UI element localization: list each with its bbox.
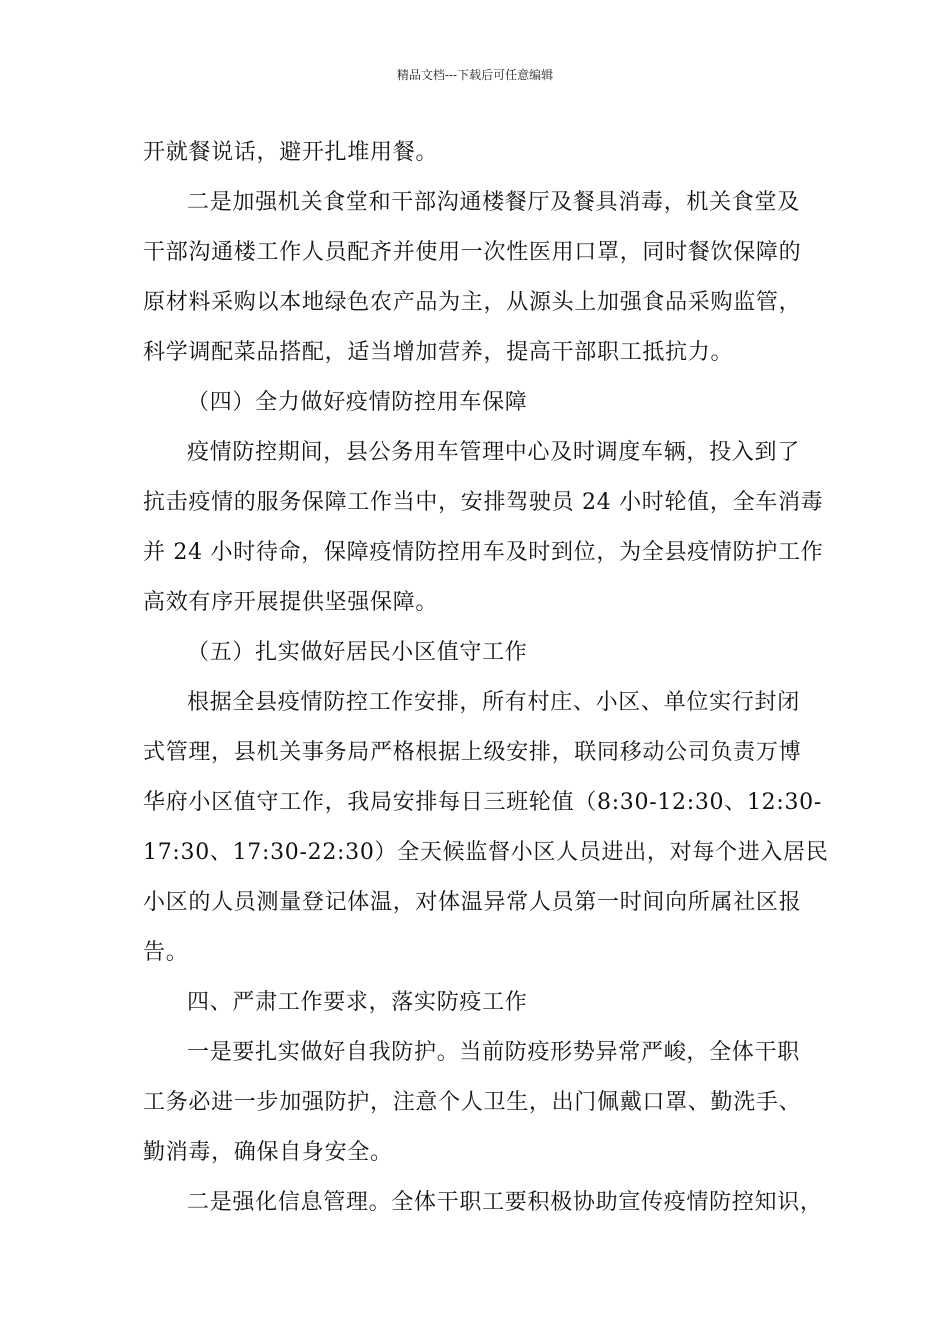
text-line: 抗击疫情的服务保障工作当中，安排驾驶员 24 小时轮值，全车消毒 — [143, 490, 824, 515]
text-line: 工务必进一步加强防护，注意个人卫生，出门佩戴口罩、勤洗手、 — [143, 1090, 802, 1115]
text-line: 告。 — [143, 940, 189, 965]
text-line: 二是强化信息管理。全体干职工要积极协助宣传疫情防控知识， — [187, 1190, 823, 1215]
text-line: 干部沟通楼工作人员配齐并使用一次性医用口罩，同时餐饮保障的 — [143, 240, 802, 265]
text-line: 勤消毒，确保自身安全。 — [143, 1140, 393, 1165]
text-line: （四）全力做好疫情防控用车保障 — [187, 390, 528, 415]
body-paragraphs — [143, 128, 833, 1228]
text-line: （五）扎实做好居民小区值守工作 — [187, 640, 528, 665]
text-line: 17:30、17:30-22:30）全天候监督小区人员进出，对每个进入居民 — [143, 840, 829, 865]
text-line: 开就餐说话，避开扎堆用餐。 — [143, 140, 439, 165]
text-line: 根据全县疫情防控工作安排，所有村庄、小区、单位实行封闭 — [187, 690, 800, 715]
text-line: 并 24 小时待命，保障疫情防控用车及时到位，为全县疫情防护工作 — [143, 540, 824, 565]
page-header: 精品文档---下载后可任意编辑 — [396, 68, 554, 82]
text-line: 华府小区值守工作，我局安排每日三班轮值（8:30-12:30、12:30- — [143, 790, 822, 815]
text-line: 四、严肃工作要求，落实防疫工作 — [187, 990, 528, 1015]
text-line: 二是加强机关食堂和干部沟通楼餐厅及餐具消毒，机关食堂及 — [187, 190, 800, 215]
text-line: 原材料采购以本地绿色农产品为主，从源头上加强食品采购监管， — [143, 290, 802, 315]
text-line: 小区的人员测量登记体温，对体温异常人员第一时间向所属社区报 — [143, 890, 802, 915]
document-body — [143, 128, 833, 1228]
text-line: 一是要扎实做好自我防护。当前防疫形势异常严峻，全体干职 — [187, 1040, 800, 1065]
text-line: 科学调配菜品搭配，适当增加营养，提高干部职工抵抗力。 — [143, 340, 734, 365]
text-line: 疫情防控期间，县公务用车管理中心及时调度车辆，投入到了 — [187, 440, 800, 465]
text-line: 式管理，县机关事务局严格根据上级安排，联同移动公司负责万博 — [143, 740, 802, 765]
text-line: 高效有序开展提供坚强保障。 — [143, 590, 439, 615]
